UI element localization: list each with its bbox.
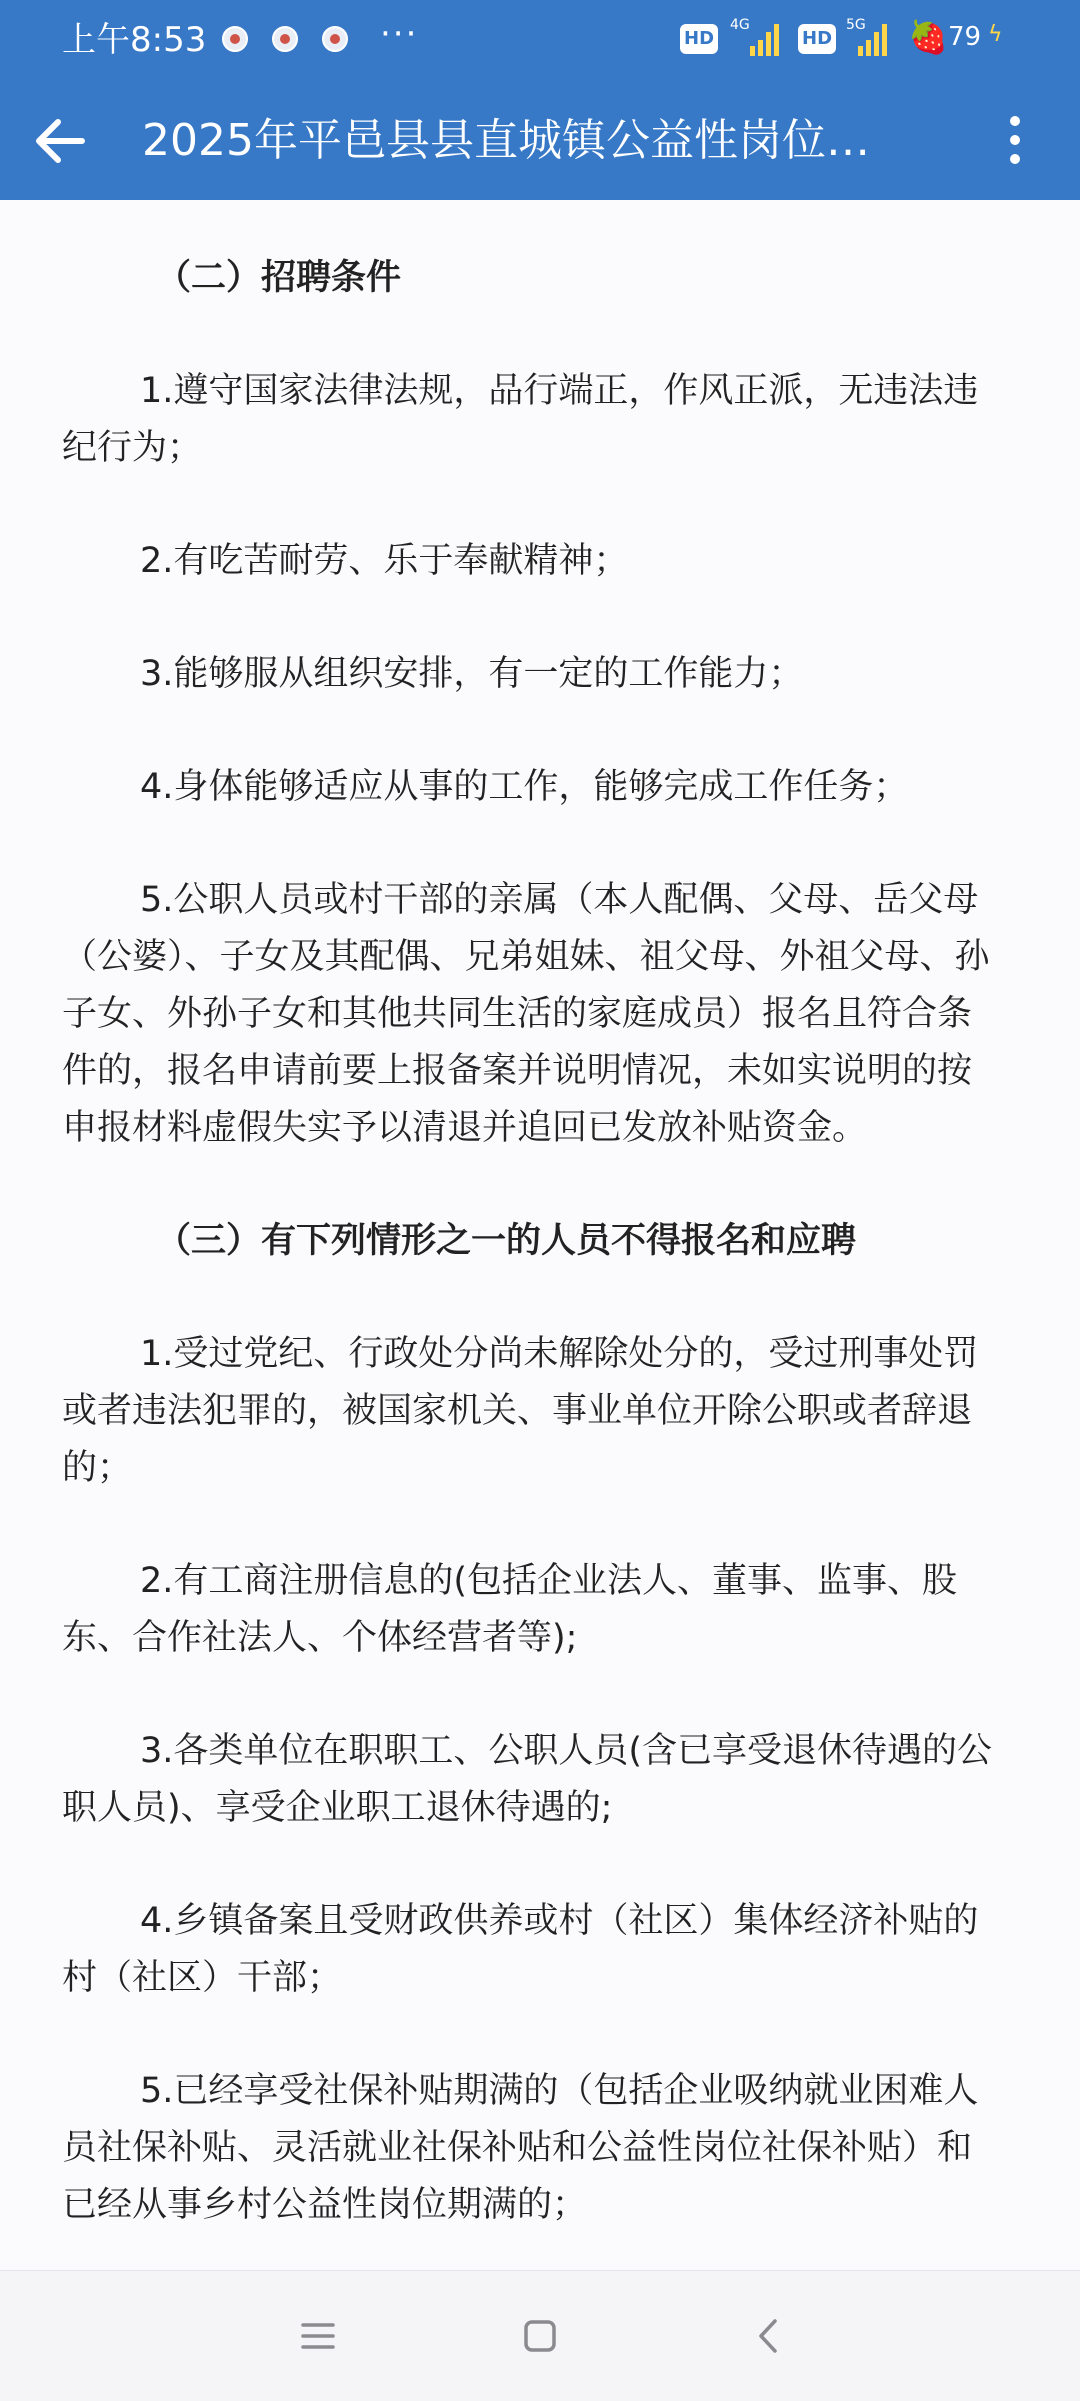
square-home-icon (505, 2301, 575, 2371)
more-vertical-icon (1010, 116, 1020, 126)
signal-strength-icon (856, 22, 890, 58)
paragraph: 4.乡镇备案且受财政供养或村（社区）集体经济补贴的村（社区）干部； (62, 1901, 979, 1998)
paragraph: 1.遵守国家法律法规，品行端正，作风正派，无违法违纪行为； (62, 371, 979, 468)
system-back-button[interactable] (733, 2301, 803, 2371)
paragraph: 2.有吃苦耐劳、乐于奉献精神； (140, 541, 629, 581)
paragraph: 2.有工商注册信息的(包括企业法人、董事、监事、股东、合作社法人、个体经营者等); (62, 1561, 958, 1658)
notification-app-icon (272, 26, 298, 52)
overflow-menu-button[interactable] (990, 104, 1040, 176)
paragraph: 1.受过党纪、行政处分尚未解除处分的，受过刑事处罚或者违法犯罪的，被国家机关、事业单位开除公职或者辞退的； (62, 1334, 979, 1488)
more-vertical-dot (1010, 135, 1020, 145)
chevron-left-icon (733, 2301, 803, 2371)
hd-voice-icon: HD (798, 24, 836, 54)
page-title: 2025年平邑县县直城镇公益性岗位… (142, 115, 870, 166)
more-notifications-icon: ··· (380, 14, 419, 54)
network-type-label: 4G (730, 17, 750, 33)
home-button[interactable] (505, 2301, 575, 2371)
arrow-left-icon (26, 106, 96, 176)
signal-strength-icon (748, 22, 782, 58)
section-heading: （二）招聘条件 (156, 258, 402, 298)
article-content (62, 250, 1002, 2270)
network-type-label: 5G (846, 17, 866, 33)
battery-strawberry-icon: 🍓 (908, 18, 948, 56)
notification-app-icon (322, 26, 348, 52)
hd-voice-icon: HD (680, 24, 718, 54)
status-bar (0, 0, 1080, 80)
system-navigation-bar (0, 2270, 1080, 2401)
charging-icon: ϟ (988, 22, 1003, 47)
battery-level: 79 (948, 22, 982, 52)
more-vertical-dot (1010, 154, 1020, 164)
recents-button[interactable] (283, 2301, 353, 2371)
paragraph: 5.公职人员或村干部的亲属（本人配偶、父母、岳父母（公婆）、子女及其配偶、兄弟姐妹、祖父母、外祖父母、孙子女、外孙子女和其他共同生活的家庭成员）报名且符合条件的，报名申请前要上报备案并说明情况，未如实说明的按申报材料虚假失实予以清退并追回已发放补贴资金。 (62, 880, 990, 1148)
paragraph: 4.身体能够适应从事的工作，能够完成工作任务； (140, 767, 909, 807)
app-bar (0, 80, 1080, 200)
back-button[interactable] (26, 106, 96, 176)
paragraph: 3.各类单位在职职工、公职人员(含已享受退休待遇的公职人员)、享受企业职工退休待遇的; (62, 1731, 993, 1828)
notification-app-icon (222, 26, 248, 52)
paragraph: 3.能够服从组织安排，有一定的工作能力； (140, 654, 804, 694)
paragraph: 5.已经享受社保补贴期满的（包括企业吸纳就业困难人员社保补贴、灵活就业社保补贴和公益性岗位社保补贴）和已经从事乡村公益性岗位期满的； (62, 2071, 979, 2225)
status-time: 上午8:53 (62, 20, 207, 60)
menu-lines-icon (283, 2301, 353, 2371)
section-heading: （三）有下列情形之一的人员不得报名和应聘 (156, 1221, 857, 1261)
